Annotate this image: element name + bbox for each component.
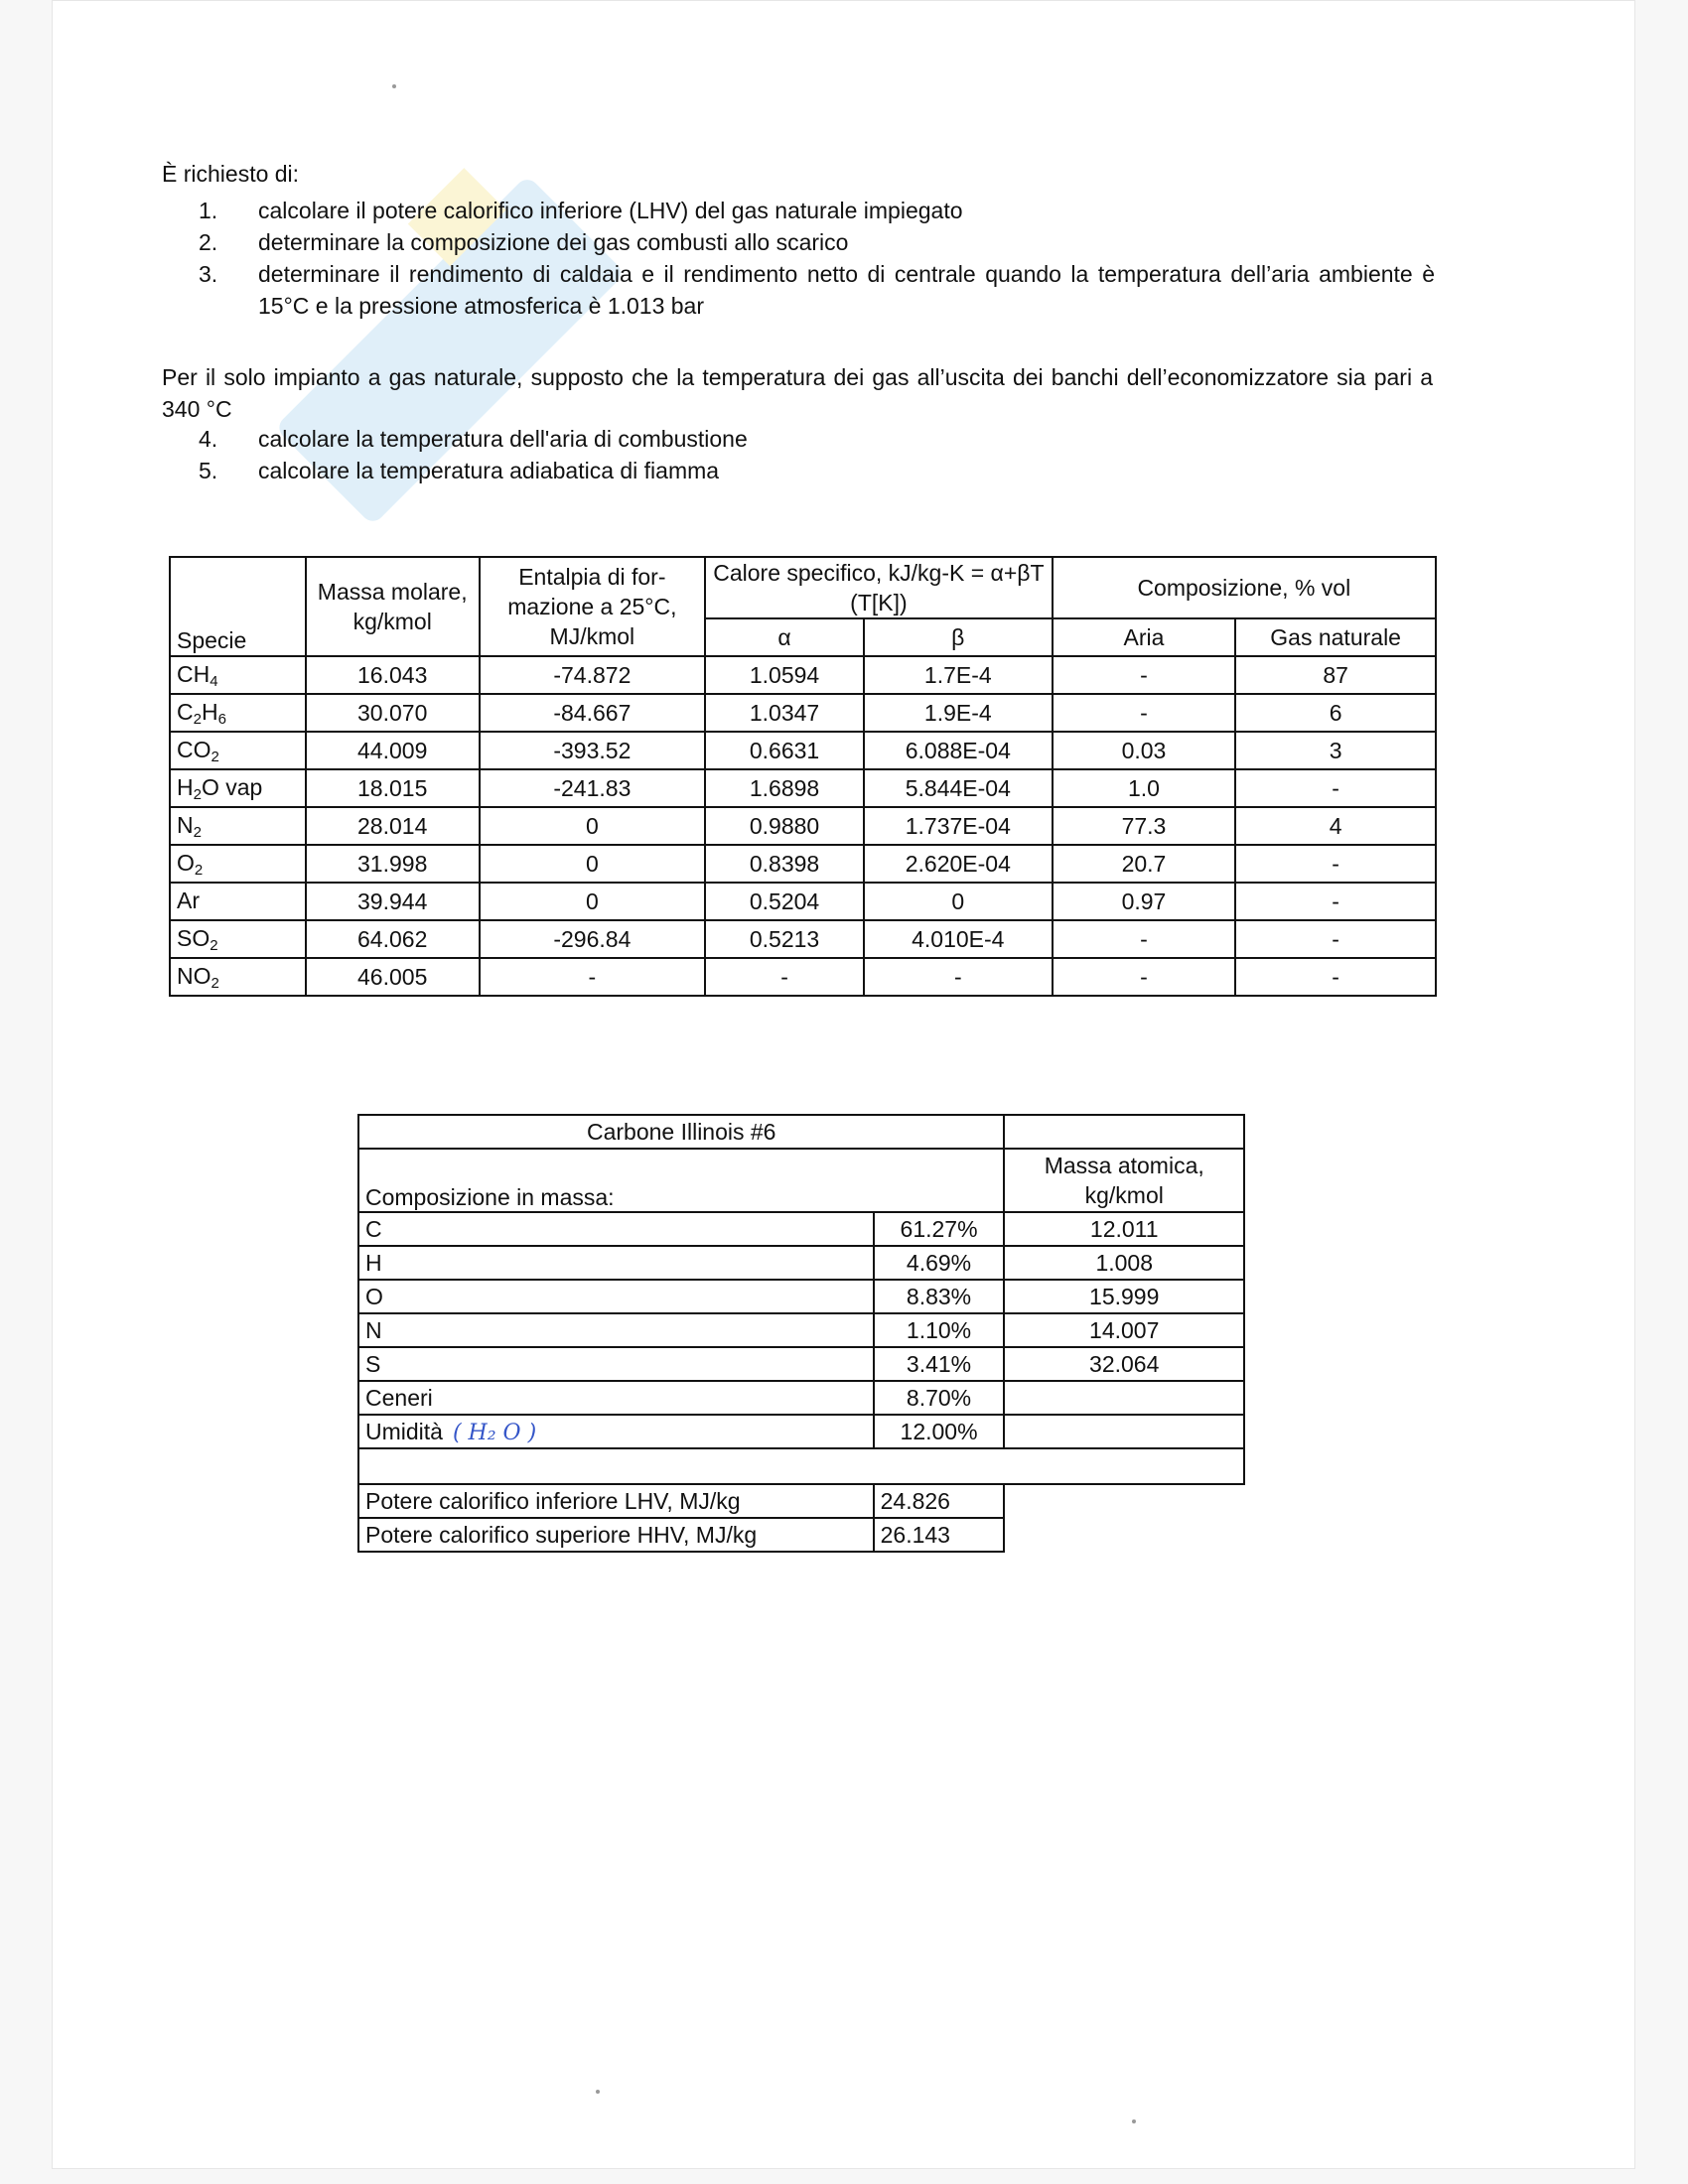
requirements-list-2 [199, 423, 1435, 486]
species-subscript: 2 [193, 785, 202, 803]
coal-component-cell [358, 1347, 874, 1381]
list-number: 3. [199, 261, 218, 287]
coal-row [358, 1313, 1244, 1347]
coal-title-blank [1004, 1115, 1244, 1149]
coal-component-cell [358, 1212, 874, 1246]
species-subscript: 2 [193, 823, 202, 841]
requirements-list-1 [199, 195, 1435, 322]
air-comp-cell: 0.97 [1053, 883, 1236, 920]
coal-atomic-mass-header: Massa atomica, kg/kmol [1004, 1149, 1244, 1212]
scan-speck [596, 2090, 600, 2094]
coal-mass-percent-cell: 8.83% [874, 1280, 1005, 1313]
header-entalpia: Entalpia di for-mazione a 25°C, MJ/kmol [480, 557, 706, 656]
list-number: 4. [199, 426, 218, 452]
species-row [170, 920, 1436, 958]
species-text: C [177, 698, 194, 725]
beta-cell: 1.7E-4 [864, 656, 1053, 694]
enthalpy-cell: -393.52 [480, 732, 706, 769]
air-comp-cell: - [1053, 656, 1236, 694]
molar-mass-cell: 31.998 [306, 845, 480, 883]
lhv-label: Potere calorifico inferiore LHV, MJ/kg [358, 1484, 874, 1518]
species-table-body [170, 656, 1436, 996]
list-text: calcolare la temperatura dell'aria di combustione [258, 426, 748, 452]
species-subscript: 2 [194, 861, 204, 879]
header-specie: Specie [170, 557, 306, 656]
beta-cell: 2.620E-04 [864, 845, 1053, 883]
enthalpy-cell: -241.83 [480, 769, 706, 807]
gas-comp-cell: 6 [1235, 694, 1436, 732]
species-row [170, 883, 1436, 920]
air-comp-cell: 1.0 [1053, 769, 1236, 807]
intro-text: È richiesto di: [162, 161, 300, 187]
scan-speck [392, 84, 396, 88]
coal-atomic-mass-cell: 12.011 [1004, 1212, 1244, 1246]
species-subscript: 2 [193, 710, 202, 728]
molar-mass-cell: 16.043 [306, 656, 480, 694]
coal-component-label: H [365, 1249, 382, 1276]
beta-cell: 1.737E-04 [864, 807, 1053, 845]
enthalpy-cell: - [480, 958, 706, 996]
species-properties-table [169, 556, 1437, 997]
coal-atomic-mass-cell: 15.999 [1004, 1280, 1244, 1313]
species-cell [170, 732, 306, 769]
species-cell [170, 845, 306, 883]
alpha-cell: 1.0347 [705, 694, 864, 732]
list-text: calcolare il potere calorifico inferiore (LHV) del gas naturale impiegato [258, 198, 963, 223]
species-row [170, 958, 1436, 996]
air-comp-cell: 20.7 [1053, 845, 1236, 883]
coal-atomic-mass-cell: 1.008 [1004, 1246, 1244, 1280]
gas-comp-cell: 87 [1235, 656, 1436, 694]
gas-comp-cell: - [1235, 920, 1436, 958]
header-aria: Aria [1053, 618, 1236, 656]
coal-table [357, 1114, 1245, 1553]
list-item [199, 226, 1435, 258]
coal-component-label: C [365, 1215, 382, 1242]
beta-cell: - [864, 958, 1053, 996]
list-number: 1. [199, 198, 218, 223]
species-cell [170, 920, 306, 958]
species-subscript: 2 [211, 974, 219, 992]
species-row [170, 807, 1436, 845]
alpha-cell: 0.5213 [705, 920, 864, 958]
lhv-value: 24.826 [874, 1484, 1005, 1518]
coal-row [358, 1212, 1244, 1246]
alpha-cell: - [705, 958, 864, 996]
beta-cell: 5.844E-04 [864, 769, 1053, 807]
list-item [199, 423, 1435, 455]
header-calore-specifico: Calore specifico, kJ/kg-K = α+βT (T[K]) [705, 557, 1052, 618]
species-cell [170, 656, 306, 694]
coal-table-body [358, 1212, 1244, 1448]
coal-component-cell [358, 1280, 874, 1313]
species-text: Ar [177, 887, 200, 913]
species-text: H [201, 698, 218, 725]
list-item [199, 195, 1435, 226]
gas-comp-cell: 3 [1235, 732, 1436, 769]
header-gas-naturale: Gas naturale [1235, 618, 1436, 656]
natural-gas-paragraph: Per il solo impianto a gas naturale, supposto che la temperatura dei gas all’uscita dei banchi dell’economizzatore sia pari a 340 °C [162, 364, 1433, 422]
hhv-value: 26.143 [874, 1518, 1005, 1552]
coal-mass-percent-cell: 8.70% [874, 1381, 1005, 1415]
gas-comp-cell: - [1235, 845, 1436, 883]
species-text: O [177, 849, 195, 876]
coal-row [358, 1246, 1244, 1280]
species-cell [170, 694, 306, 732]
molar-mass-cell: 18.015 [306, 769, 480, 807]
beta-cell: 6.088E-04 [864, 732, 1053, 769]
list-text: calcolare la temperatura adiabatica di fiamma [258, 458, 720, 483]
gas-comp-cell: - [1235, 769, 1436, 807]
coal-component-cell [358, 1313, 874, 1347]
scan-speck [1132, 2119, 1136, 2123]
coal-composition-header: Composizione in massa: [358, 1149, 1004, 1212]
beta-cell: 4.010E-4 [864, 920, 1053, 958]
coal-component-label: Ceneri [365, 1384, 433, 1411]
enthalpy-cell: 0 [480, 883, 706, 920]
air-comp-cell: - [1053, 694, 1236, 732]
enthalpy-cell: 0 [480, 807, 706, 845]
coal-component-cell [358, 1246, 874, 1280]
alpha-cell: 0.8398 [705, 845, 864, 883]
species-text: CO [177, 736, 211, 762]
species-row [170, 845, 1436, 883]
enthalpy-cell: -74.872 [480, 656, 706, 694]
air-comp-cell: - [1053, 958, 1236, 996]
header-composizione: Composizione, % vol [1053, 557, 1436, 618]
list-item [199, 258, 1435, 322]
alpha-cell: 0.9880 [705, 807, 864, 845]
enthalpy-cell: -84.667 [480, 694, 706, 732]
handwritten-note: ( H₂ O ) [452, 1420, 537, 1445]
air-comp-cell: 0.03 [1053, 732, 1236, 769]
coal-component-label: N [365, 1316, 382, 1343]
air-comp-cell: 77.3 [1053, 807, 1236, 845]
species-row [170, 732, 1436, 769]
header-alpha: α [705, 618, 864, 656]
coal-component-label: Umidità [365, 1418, 443, 1444]
species-subscript: 2 [211, 748, 219, 765]
species-text: N [177, 811, 194, 838]
species-subscript: 6 [217, 710, 226, 728]
alpha-cell: 1.0594 [705, 656, 864, 694]
species-text: H [177, 773, 194, 800]
coal-mass-percent-cell: 61.27% [874, 1212, 1005, 1246]
coal-mass-percent-cell: 4.69% [874, 1246, 1005, 1280]
species-text: SO [177, 924, 211, 951]
species-text: CH [177, 660, 211, 687]
gas-comp-cell: - [1235, 958, 1436, 996]
enthalpy-cell: 0 [480, 845, 706, 883]
alpha-cell: 0.5204 [705, 883, 864, 920]
beta-cell: 1.9E-4 [864, 694, 1053, 732]
coal-atomic-mass-cell: 14.007 [1004, 1313, 1244, 1347]
coal-mass-percent-cell: 12.00% [874, 1415, 1005, 1448]
coal-atomic-mass-cell: 32.064 [1004, 1347, 1244, 1381]
species-row [170, 656, 1436, 694]
molar-mass-cell: 28.014 [306, 807, 480, 845]
list-text: determinare la composizione dei gas combusti allo scarico [258, 229, 849, 255]
molar-mass-cell: 30.070 [306, 694, 480, 732]
species-row [170, 769, 1436, 807]
hhv-label: Potere calorifico superiore HHV, MJ/kg [358, 1518, 874, 1552]
species-cell [170, 807, 306, 845]
molar-mass-cell: 44.009 [306, 732, 480, 769]
coal-component-label: S [365, 1350, 381, 1377]
list-text: determinare il rendimento di caldaia e il rendimento netto di centrale quando la temperatura dell’aria ambiente è 15°C e la pressione atmosferica è 1.013 bar [258, 261, 1435, 319]
coal-atomic-mass-cell [1004, 1415, 1244, 1448]
gas-comp-cell: - [1235, 883, 1436, 920]
species-text: NO [177, 962, 211, 989]
species-cell [170, 769, 306, 807]
air-comp-cell: - [1053, 920, 1236, 958]
coal-row [358, 1280, 1244, 1313]
coal-row [358, 1415, 1244, 1448]
list-item [199, 455, 1435, 486]
list-number: 2. [199, 229, 218, 255]
alpha-cell: 1.6898 [705, 769, 864, 807]
species-cell [170, 958, 306, 996]
coal-component-cell [358, 1415, 874, 1448]
species-row [170, 694, 1436, 732]
species-text: O vap [201, 773, 263, 800]
alpha-cell: 0.6631 [705, 732, 864, 769]
species-subscript: 4 [210, 672, 218, 690]
coal-title: Carbone Illinois #6 [358, 1115, 1004, 1149]
lhv-blank [1004, 1484, 1244, 1552]
species-subscript: 2 [210, 936, 218, 954]
beta-cell: 0 [864, 883, 1053, 920]
coal-spacer-row [358, 1448, 1244, 1484]
coal-row [358, 1381, 1244, 1415]
coal-mass-percent-cell: 1.10% [874, 1313, 1005, 1347]
coal-component-label: O [365, 1283, 383, 1309]
molar-mass-cell: 64.062 [306, 920, 480, 958]
list-number: 5. [199, 458, 218, 483]
coal-row [358, 1347, 1244, 1381]
enthalpy-cell: -296.84 [480, 920, 706, 958]
header-massa-molare: Massa molare, kg/kmol [306, 557, 480, 656]
coal-atomic-mass-cell [1004, 1381, 1244, 1415]
coal-component-cell [358, 1381, 874, 1415]
species-cell [170, 883, 306, 920]
gas-comp-cell: 4 [1235, 807, 1436, 845]
coal-mass-percent-cell: 3.41% [874, 1347, 1005, 1381]
header-beta: β [864, 618, 1053, 656]
molar-mass-cell: 39.944 [306, 883, 480, 920]
molar-mass-cell: 46.005 [306, 958, 480, 996]
